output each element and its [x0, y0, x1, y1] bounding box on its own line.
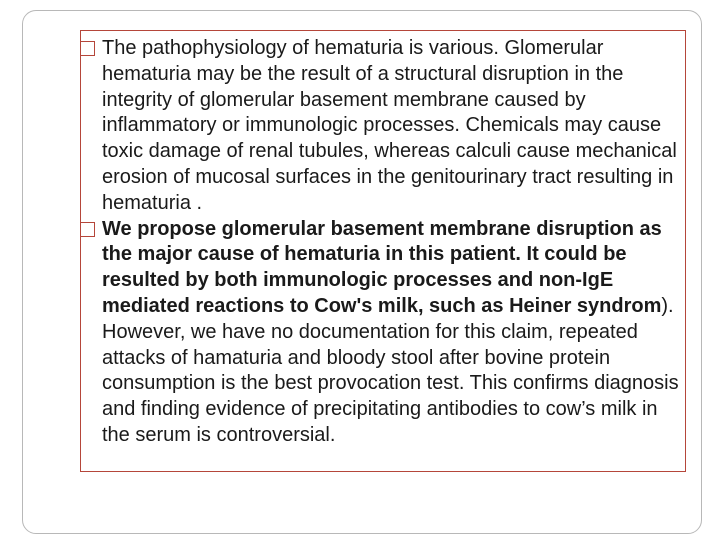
- square-bullet-icon: [80, 222, 95, 237]
- bullet-item: [80, 36, 690, 217]
- slide-body: [80, 36, 690, 449]
- bullet-item: [80, 217, 690, 449]
- bullet-text: ). However, we have no documentation for this claim, repeated attacks of hamaturia and bloody stool after bovine protein consumption is the best provocation test. This confirms diagnosis and finding evidence of precipitating antibodies to cow’s milk in the serum is controversial.: [102, 294, 679, 446]
- square-bullet-icon: [80, 41, 95, 56]
- bullet-text: The pathophysiology of hematuria is various. Glomerular hematuria may be the result of a structural disruption in the integrity of glomerular basement membrane caused by inflammatory or immunologic processes. Chemicals may cause toxic damage of renal tubules, whereas calculi cause mechanical erosion of mucosal surfaces in the genitourinary tract resulting in hematuria .: [102, 37, 677, 214]
- bullet-bold-text: We propose glomerular basement membrane disruption as the major cause of hematuria in this patient. It could be resulted by both immunologic processes and non-IgE mediated reactions to Cow's milk, such as Heiner syndrom: [102, 217, 662, 317]
